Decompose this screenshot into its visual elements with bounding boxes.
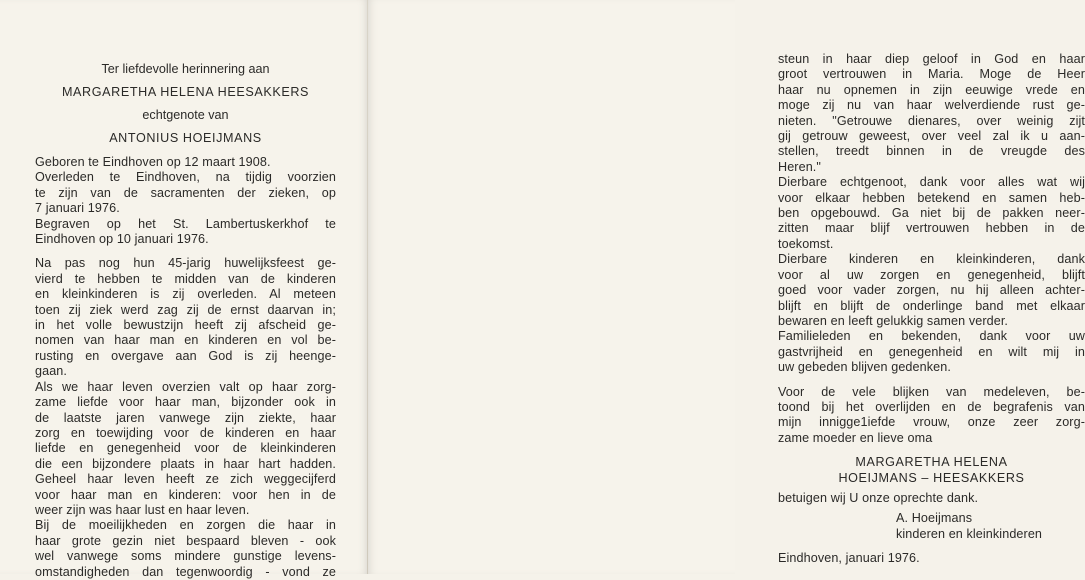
text-line: liefde en genegenheid voor de kleinkinderen	[35, 441, 336, 456]
spouse-label: echtgenote van	[142, 108, 229, 122]
intro-line: Ter liefdevolle herinnering aan	[101, 62, 270, 76]
text-line: mijn innigge1iefde vrouw, onze zeer zorg-	[778, 415, 1085, 430]
text-line: haar grote gezin niet bespaard bleven - ook	[35, 533, 336, 548]
text-line: wel vanwege soms mindere gunstige levens-	[35, 549, 336, 564]
text-line: omstandigheden dan tegenwoordig - vond ze	[35, 564, 336, 579]
text-line: vierd te hebben te midden van de kinderen	[35, 271, 336, 286]
text-line: groot vertrouwen in Maria. Moge de Heer	[778, 67, 1085, 82]
gratitude-paragraph	[778, 385, 1085, 447]
text-line: Eindhoven op 10 januari 1976.	[35, 232, 209, 247]
text-line: toen zij ziek werd zag zij de ernst daarvan in;	[35, 302, 336, 317]
text-line: Voor de vele blijken van medeleven, be-	[778, 384, 1085, 399]
signature-family: kinderen en kleinkinderen	[896, 526, 1043, 541]
left-page-content	[35, 58, 336, 580]
spouse-name: ANTONIUS HOEIJMANS	[109, 131, 262, 145]
text-line: Dierbare kinderen en kleinkinderen, dank	[778, 252, 1085, 267]
text-line: gaan.	[35, 364, 68, 379]
text-line: zame moeder en lieve oma	[778, 430, 933, 445]
deceased-name: MARGARETHA HELENA HEESAKKERS	[61, 85, 310, 99]
text-line: nomen van haar man en kinderen en vol be-	[35, 333, 336, 348]
text-line: voor haar man en kinderen: voor hen in de	[35, 487, 336, 502]
right-page	[368, 0, 1085, 574]
text-line: Heren."	[778, 159, 821, 174]
text-line: uw gebeden blijven gedenken.	[778, 360, 951, 375]
right-page-content	[778, 52, 1085, 567]
text-line: die een bijzondere plaats in haar hart hadden.	[35, 456, 336, 471]
text-line: Overleden te Eindhoven, na tijdig voorzien	[35, 170, 336, 185]
name-line-2: HOEIJMANS – HEESAKKERS	[838, 470, 1025, 485]
text-line: weer zijn was haar lust en haar leven.	[35, 502, 250, 517]
text-line: Begraven op het St. Lambertuskerkhof te	[35, 216, 336, 231]
text-line: gastvrijheid en genegenheid en wilt mij in	[778, 344, 1085, 359]
text-line: Bij de moeilijkheden en zorgen die haar in	[35, 518, 336, 533]
text-line: Geboren te Eindhoven op 12 maart 1908.	[35, 155, 271, 169]
text-line: steun in haar diep geloof in God en haar	[778, 52, 1085, 66]
place-date: Eindhoven, januari 1976.	[778, 551, 920, 566]
text-line: nieten. "Getrouwe dienares, over weinig zijt	[778, 113, 1085, 128]
text-line: toond bij het overlijden en de begrafenis van	[778, 399, 1085, 414]
text-line: zame liefde voor haar man, bijzonder ook in	[35, 395, 336, 410]
text-line: bewaren en leeft gelukkig samen verder.	[778, 313, 1009, 328]
text-line: 7 januari 1976.	[35, 201, 120, 216]
text-line: goed voor vader zorgen, nu hij alleen achter-	[778, 283, 1085, 298]
text-line: Als we haar leven overzien valt op haar zorg-	[35, 379, 336, 394]
life-dates-paragraph	[35, 155, 336, 247]
text-line: in het volle bewustzijn heeft zij afscheid ge-	[35, 318, 336, 333]
biography-paragraph	[35, 256, 336, 580]
text-line: rusting en overgave aan God is zij heenge-	[35, 348, 336, 363]
text-line: Geheel haar leven heeft ze zich weggecijferd	[35, 472, 336, 487]
name-line-1: MARGARETHA HELENA	[855, 455, 1008, 470]
thanks-line: betuigen wij U onze oprechte dank.	[778, 490, 979, 505]
left-page	[0, 0, 368, 579]
text-line: Na pas nog hun 45-jarig huwelijksfeest ge-	[35, 256, 336, 271]
signature-name: A. Hoeijmans	[896, 511, 973, 526]
text-line: haar nu opnemen in zijn eeuwige vrede en	[778, 82, 1085, 97]
text-line: zorg en toewijding voor de kinderen en haar	[35, 425, 336, 440]
text-line: Dierbare echtgenoot, dank voor alles wat wij	[778, 175, 1085, 190]
text-line: voor elkaar hebben betekend en samen heb-	[778, 190, 1085, 205]
text-line: Familieleden en bekenden, dank voor uw	[778, 329, 1085, 344]
text-line: gij getrouw geweest, over veel zal ik u aan-	[778, 129, 1085, 144]
text-line: blijft en blijft de onderlinge band met elkaar	[778, 298, 1085, 313]
text-line: de laatste jaren vanwege zijn ziekte, haar	[35, 410, 336, 425]
text-line: toekomst.	[778, 236, 834, 251]
text-line: stellen, treedt binnen in de vreugde des	[778, 144, 1085, 159]
text-line: moge zij nu van haar welverdiende rust ge-	[778, 98, 1085, 113]
farewell-paragraph	[778, 52, 1085, 376]
text-line: en kleinkinderen is zij overleden. Al meteen	[35, 287, 336, 302]
text-line: voor al uw zorgen en genegenheid, blijft	[778, 267, 1085, 282]
text-line: zitten maar blijf vertrouwen hebben in de	[778, 221, 1085, 236]
text-line: ben opgebouwd. Ga niet bij de pakken neer-	[778, 206, 1085, 221]
text-line: te zijn van de sacramenten der zieken, op	[35, 185, 336, 200]
